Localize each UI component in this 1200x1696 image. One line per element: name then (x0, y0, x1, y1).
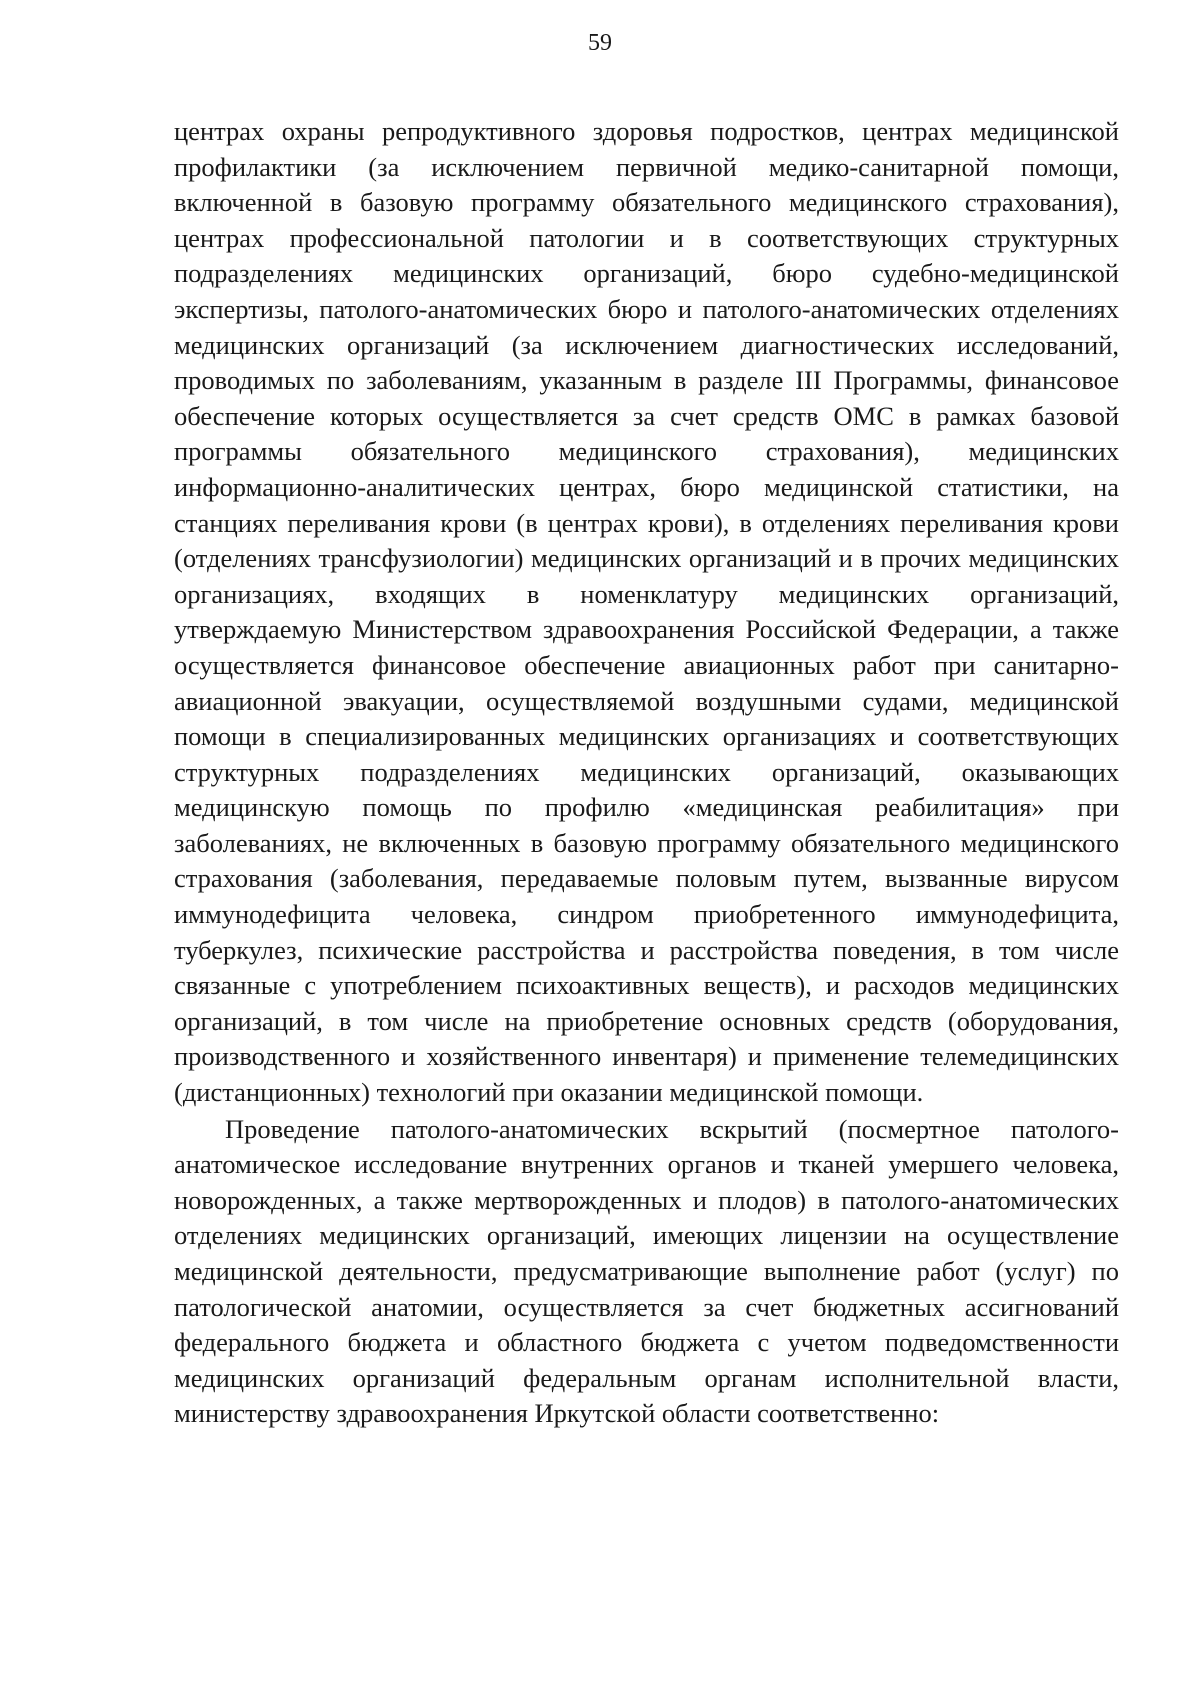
page-number: 59 (588, 30, 612, 56)
paragraph-autopsy-funding: Проведение патолого-анатомических вскрытий (посмертное патолого-анатомическое исследование внутренних органов и тканей умершего человека, новорожденных, а также мертворожденных и плодов) в патолого-анатомических отделениях медицинских организаций, имеющих лицензии на осуществление медицинской деятельности, предусматривающие выполнение работ (услуг) по патологической анатомии, осуществляется за счет бюджетных ассигнований федерального бюджета и областного бюджета с учетом подведомственности медицинских организаций федеральным органам исполнительной власти, министерству здравоохранения Иркутской области соответственно: (174, 1113, 1119, 1429)
document-body (174, 114, 1119, 1432)
paragraph-continuation: центрах охраны репродуктивного здоровья подростков, центрах медицинской профилактики (за исключением первичной медико-санитарной помощи, включенной в базовую программу обязательного медицинского страхования), центрах профессиональной патологии и в соответствующих структурных подразделениях медицинских организаций, бюро судебно-медицинской экспертизы, патолого-анатомических бюро и патолого-анатомических отделениях медицинских организаций (за исключением диагностических исследований, проводимых по заболеваниям, указанным в разделе III Программы, финансовое обеспечение которых осуществляется за счет средств ОМС в рамках базовой программы обязательного медицинского страхования), медицинских информационно-аналитических центрах, бюро медицинской статистики, на станциях переливания крови (в центрах крови), в отделениях переливания крови (отделениях трансфузиологии) медицинских организаций и в прочих медицинских организациях, входящих в номенклатуру медицинских организаций, утверждаемую Министерством здравоохранения Российской Федерации, а также осуществляется финансовое обеспечение авиационных работ при санитарно-авиационной эвакуации, осуществляемой воздушными судами, медицинской помощи в специализированных медицинских организациях и соответствующих структурных подразделениях медицинских организаций, оказывающих медицинскую помощь по профилю «медицинская реабилитация» при заболеваниях, не включенных в базовую программу обязательного медицинского страхования (заболевания, передаваемые половым путем, вызванные вирусом иммунодефицита человека, синдром приобретенного иммунодефицита, туберкулез, психические расстройства и расстройства поведения, в том числе связанные с употреблением психоактивных веществ), и расходов медицинских организаций, в том числе на приобретение основных средств (оборудования, производственного и хозяйственного инвентаря) и применение телемедицинских (дистанционных) технологий при оказании медицинской помощи. (174, 116, 1119, 1108)
